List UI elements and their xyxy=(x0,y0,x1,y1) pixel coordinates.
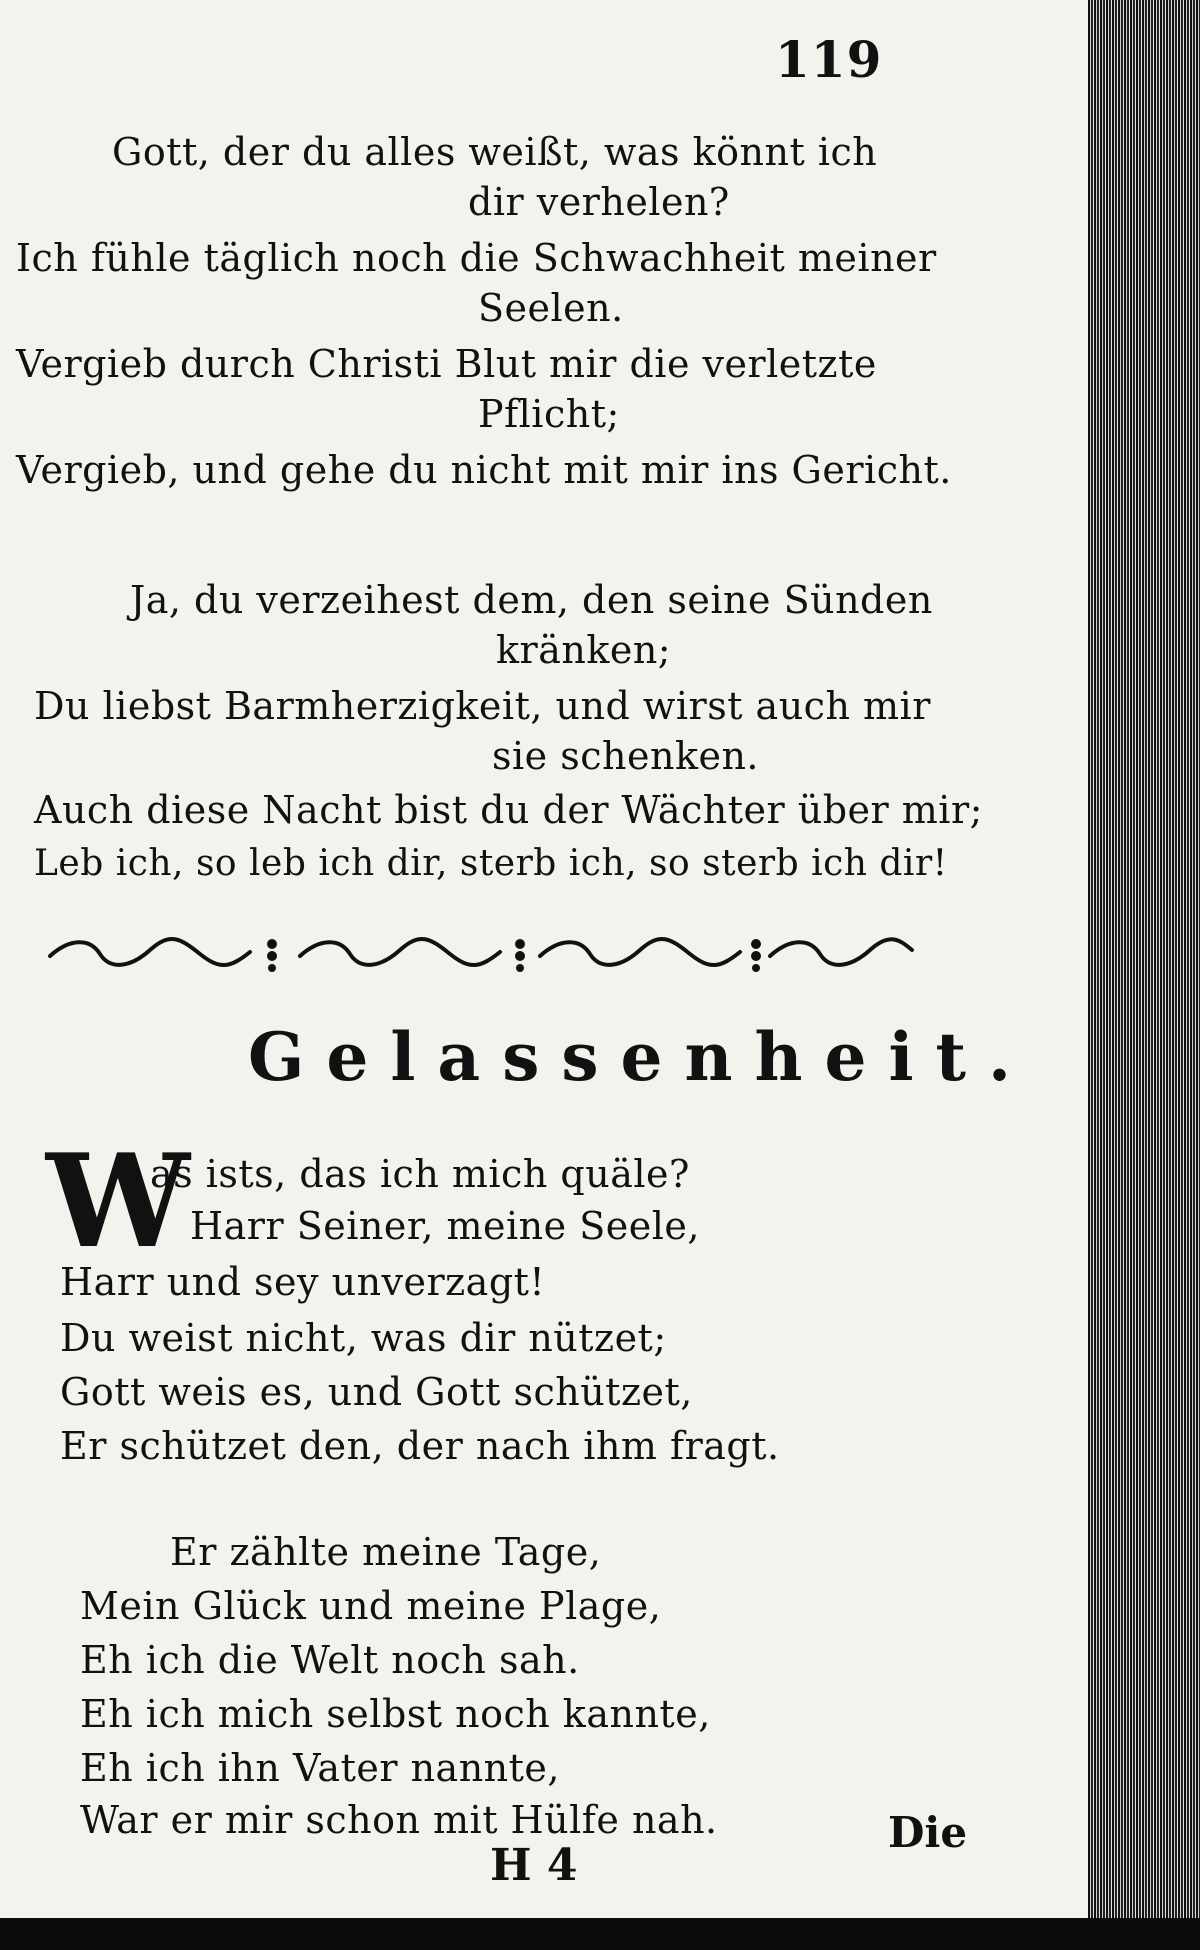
poem2-line2: Mein Glück und meine Plage, xyxy=(80,1584,662,1628)
poem1-line2: Harr Seiner, meine Seele, xyxy=(190,1204,700,1248)
poem1-line1: as ists, das ich mich quäle? xyxy=(150,1152,690,1196)
poem2-line1: Er zählte meine Tage, xyxy=(170,1530,602,1574)
poem2-line3: Eh ich die Welt noch sah. xyxy=(80,1638,580,1682)
poem2-line5: Eh ich ihn Vater nannte, xyxy=(80,1746,560,1790)
ornamental-divider xyxy=(40,928,920,978)
stanza2-line1: Ja, du verzeihest dem, den seine Sünden xyxy=(130,578,933,622)
stanza1-line1: Gott, der du alles weißt, was könnt ich xyxy=(112,130,878,174)
poem1-line3: Harr und sey unverzagt! xyxy=(60,1260,546,1304)
stanza1-line1-cont: dir verhelen? xyxy=(468,180,730,224)
stanza2-line2: Du liebst Barmherzigkeit, und wirst auch mir xyxy=(34,684,931,728)
stanza1-line4: Vergieb, und gehe du nicht mit mir ins Gericht. xyxy=(16,448,952,492)
stanza2-line1-cont: kränken; xyxy=(496,628,672,672)
signature-mark: H 4 xyxy=(490,1840,578,1891)
stanza2-line2-cont: sie schenken. xyxy=(492,734,760,778)
poem2-line4: Eh ich mich selbst noch kannte, xyxy=(80,1692,711,1736)
stanza2-line4: Leb ich, so leb ich dir, sterb ich, so sterb ich dir! xyxy=(34,843,948,884)
stanza1-line3-cont: Pflicht; xyxy=(478,392,620,436)
page-number: 119 xyxy=(775,30,883,89)
stanza2-line3: Auch diese Nacht bist du der Wächter über mir; xyxy=(34,788,983,832)
stanza1-line2: Ich fühle täglich noch die Schwachheit meiner xyxy=(16,236,937,280)
stanza1-line2-cont: Seelen. xyxy=(478,286,624,330)
catchword: Die xyxy=(888,1808,968,1857)
poem2-line6: War er mir schon mit Hülfe nah. xyxy=(80,1798,718,1842)
poem1-line5: Gott weis es, und Gott schützet, xyxy=(60,1370,693,1414)
scan-bottom-border xyxy=(0,1918,1200,1950)
drop-cap: W xyxy=(46,1127,190,1277)
poem-title: Gelassenheit. xyxy=(248,1018,1033,1096)
poem1-line4: Du weist nicht, was dir nützet; xyxy=(60,1316,667,1360)
poem1-line6: Er schützet den, der nach ihm fragt. xyxy=(60,1424,780,1468)
stanza1-line3: Vergieb durch Christi Blut mir die verletzte xyxy=(16,342,877,386)
book-page-edges xyxy=(1088,0,1200,1950)
